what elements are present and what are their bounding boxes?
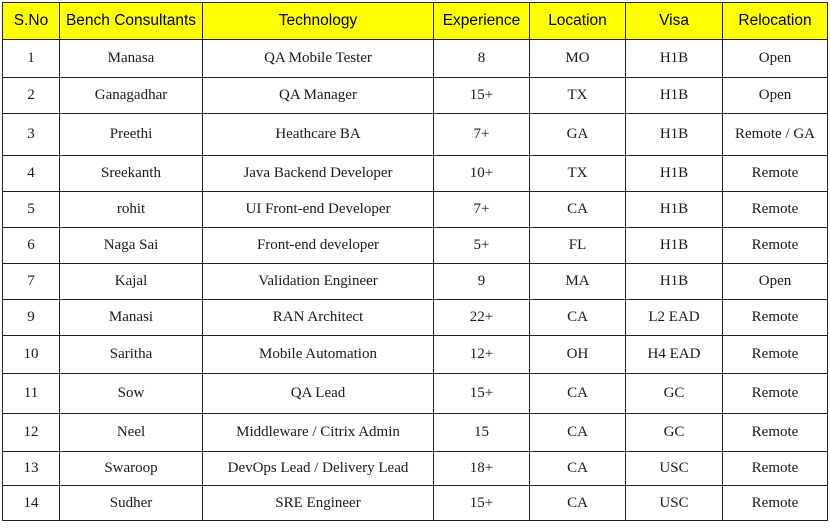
cell-technology: QA Lead [203,374,434,414]
cell-technology: Heathcare BA [203,114,434,156]
table-row [3,486,828,521]
cell-consultant: Swaroop [60,452,203,486]
cell-location: CA [530,374,626,414]
cell-location: CA [530,414,626,452]
column-header-location: Location [530,3,626,40]
cell-location: TX [530,156,626,192]
cell-technology: Mobile Automation [203,336,434,374]
cell-relocation: Remote [723,228,828,264]
cell-location: CA [530,192,626,228]
cell-relocation: Open [723,264,828,300]
column-header-consultant: Bench Consultants [60,3,203,40]
cell-location: FL [530,228,626,264]
cell-experience: 18+ [434,452,530,486]
cell-technology: UI Front-end Developer [203,192,434,228]
cell-experience: 8 [434,40,530,78]
cell-technology: QA Manager [203,78,434,114]
cell-experience: 22+ [434,300,530,336]
table-row [3,414,828,452]
table-header [3,3,828,40]
cell-technology: Validation Engineer [203,264,434,300]
cell-technology: Java Backend Developer [203,156,434,192]
cell-relocation: Remote [723,156,828,192]
cell-visa: H1B [626,114,723,156]
cell-technology: QA Mobile Tester [203,40,434,78]
column-header-technology: Technology [203,3,434,40]
cell-relocation: Remote [723,414,828,452]
cell-sno: 14 [3,486,60,521]
cell-visa: GC [626,374,723,414]
column-header-visa: Visa [626,3,723,40]
cell-relocation: Remote [723,336,828,374]
column-header-relocation: Relocation [723,3,828,40]
cell-sno: 10 [3,336,60,374]
cell-visa: USC [626,486,723,521]
cell-technology: Front-end developer [203,228,434,264]
cell-sno: 9 [3,300,60,336]
cell-technology: RAN Architect [203,300,434,336]
cell-relocation: Open [723,78,828,114]
column-header-sno: S.No [3,3,60,40]
cell-visa: GC [626,414,723,452]
header-row [3,3,828,40]
cell-location: CA [530,300,626,336]
cell-relocation: Remote [723,192,828,228]
cell-experience: 15+ [434,78,530,114]
table-row [3,452,828,486]
bench-consultants-table [2,2,828,521]
cell-experience: 7+ [434,114,530,156]
cell-technology: DevOps Lead / Delivery Lead [203,452,434,486]
cell-sno: 4 [3,156,60,192]
cell-relocation: Remote [723,374,828,414]
cell-consultant: Sudher [60,486,203,521]
cell-sno: 6 [3,228,60,264]
cell-experience: 15+ [434,374,530,414]
cell-relocation: Remote [723,452,828,486]
cell-visa: H4 EAD [626,336,723,374]
cell-experience: 15 [434,414,530,452]
cell-experience: 9 [434,264,530,300]
cell-visa: H1B [626,228,723,264]
table-row [3,336,828,374]
cell-sno: 12 [3,414,60,452]
cell-technology: Middleware / Citrix Admin [203,414,434,452]
cell-location: CA [530,452,626,486]
cell-location: MA [530,264,626,300]
cell-sno: 11 [3,374,60,414]
cell-relocation: Remote [723,486,828,521]
table-row [3,78,828,114]
cell-visa: USC [626,452,723,486]
cell-consultant: Naga Sai [60,228,203,264]
cell-location: CA [530,486,626,521]
cell-sno: 1 [3,40,60,78]
cell-location: TX [530,78,626,114]
cell-consultant: Manasa [60,40,203,78]
cell-experience: 7+ [434,192,530,228]
cell-consultant: Preethi [60,114,203,156]
cell-visa: H1B [626,192,723,228]
table-row [3,374,828,414]
table-row [3,156,828,192]
cell-relocation: Remote [723,300,828,336]
cell-consultant: Ganagadhar [60,78,203,114]
cell-experience: 12+ [434,336,530,374]
cell-visa: H1B [626,40,723,78]
cell-location: OH [530,336,626,374]
table-body [3,40,828,521]
cell-consultant: Sow [60,374,203,414]
cell-location: GA [530,114,626,156]
cell-consultant: Kajal [60,264,203,300]
cell-consultant: Saritha [60,336,203,374]
cell-experience: 5+ [434,228,530,264]
column-header-experience: Experience [434,3,530,40]
cell-visa: L2 EAD [626,300,723,336]
cell-sno: 7 [3,264,60,300]
cell-consultant: Manasi [60,300,203,336]
cell-location: MO [530,40,626,78]
cell-visa: H1B [626,78,723,114]
cell-consultant: rohit [60,192,203,228]
cell-sno: 2 [3,78,60,114]
table-row [3,114,828,156]
cell-sno: 5 [3,192,60,228]
cell-relocation: Remote / GA [723,114,828,156]
table-row [3,264,828,300]
cell-technology: SRE Engineer [203,486,434,521]
cell-consultant: Sreekanth [60,156,203,192]
table-row [3,192,828,228]
table-row [3,40,828,78]
cell-experience: 10+ [434,156,530,192]
table-row [3,300,828,336]
cell-experience: 15+ [434,486,530,521]
table-row [3,228,828,264]
cell-visa: H1B [626,156,723,192]
cell-visa: H1B [626,264,723,300]
cell-sno: 3 [3,114,60,156]
cell-consultant: Neel [60,414,203,452]
cell-sno: 13 [3,452,60,486]
cell-relocation: Open [723,40,828,78]
